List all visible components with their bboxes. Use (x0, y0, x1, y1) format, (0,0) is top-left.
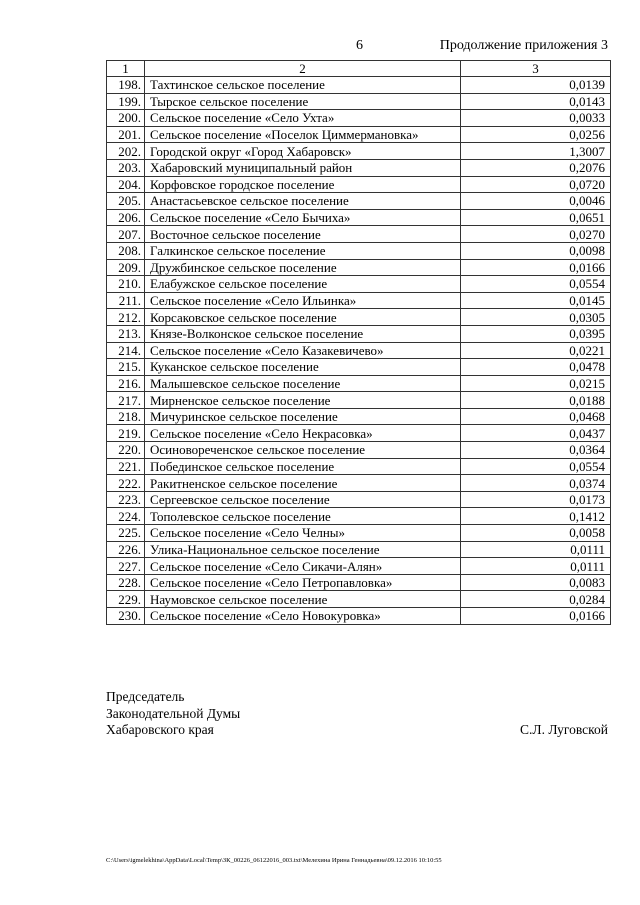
table-row (107, 558, 611, 575)
signature-line: Законодательной Думы (106, 705, 241, 721)
table-row (107, 93, 611, 110)
row-number: 210. (107, 276, 145, 293)
table-row (107, 110, 611, 127)
coefficient-value: 0,0083 (461, 574, 611, 591)
settlement-name: Сельское поселение «Село Сикачи-Алян» (145, 558, 461, 575)
coefficient-value: 0,0270 (461, 226, 611, 243)
coefficient-value: 0,0145 (461, 292, 611, 309)
coefficient-value: 1,3007 (461, 143, 611, 160)
coefficient-value: 0,0111 (461, 558, 611, 575)
row-number: 207. (107, 226, 145, 243)
settlement-name: Дружбинское сельское поселение (145, 259, 461, 276)
coefficient-value: 0,0395 (461, 325, 611, 342)
table-row (107, 176, 611, 193)
table-row (107, 259, 611, 276)
row-number: 226. (107, 541, 145, 558)
table-row (107, 425, 611, 442)
table-row (107, 458, 611, 475)
table-row (107, 193, 611, 210)
settlement-name: Сельское поселение «Поселок Циммермановка» (145, 126, 461, 143)
settlement-name: Малышевское сельское поселение (145, 375, 461, 392)
table-row (107, 342, 611, 359)
coefficient-value: 0,1412 (461, 508, 611, 525)
row-number: 199. (107, 93, 145, 110)
row-number: 204. (107, 176, 145, 193)
coefficient-value: 0,0374 (461, 475, 611, 492)
coefficient-value: 0,0098 (461, 242, 611, 259)
settlement-name: Тахтинское сельское поселение (145, 77, 461, 94)
settlement-name: Сельское поселение «Село Новокуровка» (145, 608, 461, 625)
settlement-name: Сельское поселение «Село Бычиха» (145, 209, 461, 226)
row-number: 218. (107, 408, 145, 425)
settlement-name: Тырское сельское поселение (145, 93, 461, 110)
coefficient-value: 0,0033 (461, 110, 611, 127)
table-row (107, 242, 611, 259)
settlement-name: Корсаковское сельское поселение (145, 309, 461, 326)
table-row (107, 392, 611, 409)
coefficient-value: 0,0046 (461, 193, 611, 210)
row-number: 215. (107, 359, 145, 376)
coefficient-value: 0,0173 (461, 491, 611, 508)
signature-title (106, 689, 240, 739)
settlement-name: Тополевское сельское поселение (145, 508, 461, 525)
row-number: 228. (107, 574, 145, 591)
page-number: 6 (356, 38, 363, 53)
table-row (107, 508, 611, 525)
row-number: 227. (107, 558, 145, 575)
row-number: 225. (107, 525, 145, 542)
row-number: 205. (107, 193, 145, 210)
table-row (107, 608, 611, 625)
coefficient-value: 0,0221 (461, 342, 611, 359)
table-row (107, 591, 611, 608)
row-number: 222. (107, 475, 145, 492)
coefficient-value: 0,0139 (461, 77, 611, 94)
table-row (107, 541, 611, 558)
settlement-name: Мичуринское сельское поселение (145, 408, 461, 425)
coefficient-value: 0,2076 (461, 159, 611, 176)
row-number: 216. (107, 375, 145, 392)
column-header: 1 (107, 61, 145, 77)
table-row (107, 359, 611, 376)
settlement-name: Князе-Волконское сельское поселение (145, 325, 461, 342)
signatory-name: С.Л. Луговской (520, 722, 608, 737)
coefficient-value: 0,0554 (461, 458, 611, 475)
table-row (107, 226, 611, 243)
row-number: 220. (107, 442, 145, 459)
settlement-name: Елабужское сельское поселение (145, 276, 461, 293)
settlements-table (106, 60, 611, 625)
table-row (107, 143, 611, 160)
row-number: 211. (107, 292, 145, 309)
settlement-name: Сельское поселение «Село Ухта» (145, 110, 461, 127)
coefficient-value: 0,0215 (461, 375, 611, 392)
coefficient-value: 0,0720 (461, 176, 611, 193)
table-row (107, 126, 611, 143)
column-header: 3 (461, 61, 611, 77)
settlement-name: Хабаровский муниципальный район (145, 159, 461, 176)
settlement-name: Сергеевское сельское поселение (145, 491, 461, 508)
coefficient-value: 0,0554 (461, 276, 611, 293)
coefficient-value: 0,0166 (461, 608, 611, 625)
settlement-name: Восточное сельское поселение (145, 226, 461, 243)
row-number: 213. (107, 325, 145, 342)
table-row (107, 574, 611, 591)
settlement-name: Галкинское сельское поселение (145, 242, 461, 259)
row-number: 224. (107, 508, 145, 525)
coefficient-value: 0,0437 (461, 425, 611, 442)
continuation-heading: Продолжение приложения 3 (439, 38, 608, 53)
coefficient-value: 0,0256 (461, 126, 611, 143)
row-number: 217. (107, 392, 145, 409)
coefficient-value: 0,0143 (461, 93, 611, 110)
table-row (107, 491, 611, 508)
row-number: 208. (107, 242, 145, 259)
column-header: 2 (145, 61, 461, 77)
row-number: 223. (107, 491, 145, 508)
row-number: 214. (107, 342, 145, 359)
row-number: 206. (107, 209, 145, 226)
settlement-name: Мирненское сельское поселение (145, 392, 461, 409)
coefficient-value: 0,0058 (461, 525, 611, 542)
coefficient-value: 0,0364 (461, 442, 611, 459)
table-row (107, 77, 611, 94)
row-number: 221. (107, 458, 145, 475)
settlement-name: Сельское поселение «Село Казакевичево» (145, 342, 461, 359)
row-number: 230. (107, 608, 145, 625)
settlement-name: Сельское поселение «Село Ильинка» (145, 292, 461, 309)
table-row (107, 276, 611, 293)
settlement-name: Сельское поселение «Село Некрасовка» (145, 425, 461, 442)
coefficient-value: 0,0166 (461, 259, 611, 276)
settlement-name: Анастасьевское сельское поселение (145, 193, 461, 210)
table-row (107, 325, 611, 342)
table-row (107, 442, 611, 459)
table-header-row (107, 61, 611, 77)
row-number: 201. (107, 126, 145, 143)
settlement-name: Улика-Национальное сельское поселение (145, 541, 461, 558)
settlement-name: Корфовское городское поселение (145, 176, 461, 193)
coefficient-value: 0,0651 (461, 209, 611, 226)
table-row (107, 475, 611, 492)
coefficient-value: 0,0284 (461, 591, 611, 608)
row-number: 203. (107, 159, 145, 176)
row-number: 229. (107, 591, 145, 608)
coefficient-value: 0,0111 (461, 541, 611, 558)
settlement-name: Ракитненское сельское поселение (145, 475, 461, 492)
table-row (107, 375, 611, 392)
settlement-name: Куканское сельское поселение (145, 359, 461, 376)
settlement-name: Побединское сельское поселение (145, 458, 461, 475)
table-row (107, 525, 611, 542)
row-number: 219. (107, 425, 145, 442)
row-number: 202. (107, 143, 145, 160)
row-number: 209. (107, 259, 145, 276)
table-row (107, 292, 611, 309)
coefficient-value: 0,0188 (461, 392, 611, 409)
settlement-name: Городской округ «Город Хабаровск» (145, 143, 461, 160)
row-number: 212. (107, 309, 145, 326)
row-number: 198. (107, 77, 145, 94)
row-number: 200. (107, 110, 145, 127)
coefficient-value: 0,0468 (461, 408, 611, 425)
table-row (107, 209, 611, 226)
signature-line: Председатель (106, 689, 185, 704)
coefficient-value: 0,0478 (461, 359, 611, 376)
table-row (107, 159, 611, 176)
settlement-name: Осиновореченское сельское поселение (145, 442, 461, 459)
settlement-name: Сельское поселение «Село Челны» (145, 525, 461, 542)
signature-line: Хабаровского края (106, 722, 214, 737)
settlement-name: Сельское поселение «Село Петропавловка» (145, 574, 461, 591)
table-row (107, 309, 611, 326)
table-row (107, 408, 611, 425)
settlement-name: Наумовское сельское поселение (145, 591, 461, 608)
file-path-footer: C:\Users\igmelekhina\AppData\Local\Temp\ЗК_00226_06122016_003.txt\Мелехина Ирина Геннадьевна\09.12.2016 10:10:55 (106, 857, 442, 864)
coefficient-value: 0,0305 (461, 309, 611, 326)
